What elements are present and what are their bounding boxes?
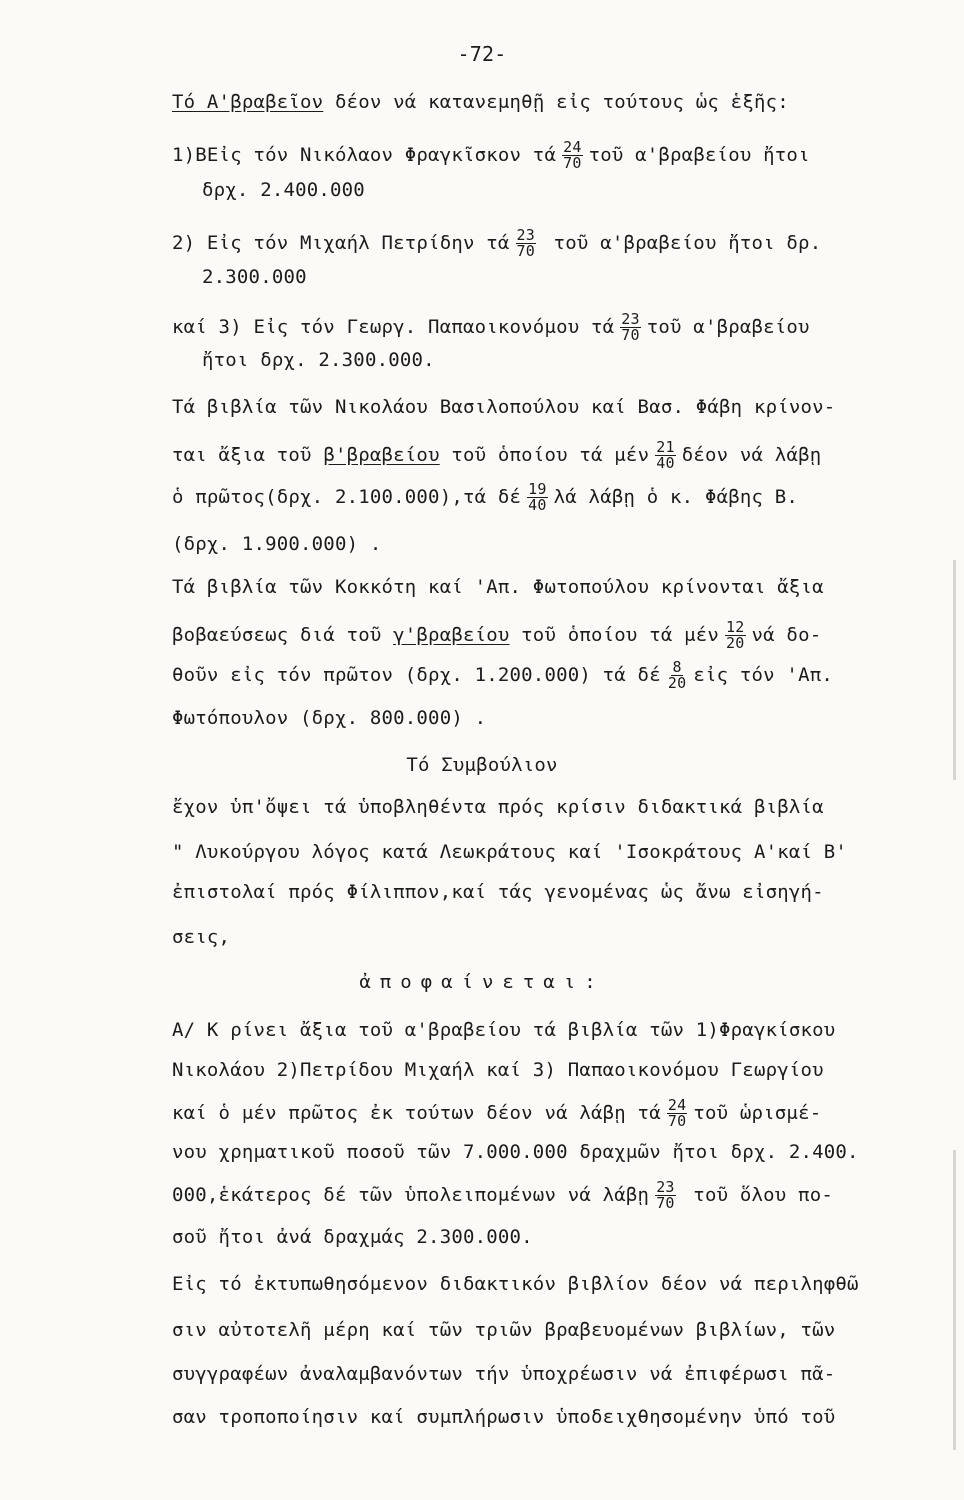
fraction: [620, 312, 640, 343]
underlined-text: Τό Α'βραβεῖον: [172, 91, 324, 113]
text-segment: ἔχον ὑπ'ὄψει τά ὑποβληθέντα πρός κρίσιν διδακτικά βιβλία: [172, 796, 824, 818]
text-line: [172, 440, 934, 471]
text-segment: τοῦ ὅλου πο-: [681, 1184, 833, 1206]
text-segment: δέον νά λάβῃ: [681, 444, 822, 466]
page-edge-shadow: [953, 560, 956, 780]
fraction-numerator: 23: [621, 310, 640, 328]
text-segment: Εἰς τό ἐκτυπωθησόμενον διδακτικόν βιβλίον δέον νά περιληφθῶ: [172, 1273, 859, 1295]
text-segment: Τά βιβλία τῶν Νικολάου Βασιλοπούλου καί Βασ. Φάβη κρίνον-: [172, 396, 836, 418]
fraction-denominator: 70: [621, 326, 640, 344]
fraction-denominator: 20: [726, 634, 745, 652]
text-segment: λά λάβῃ ὁ κ. Φάβης Β.: [553, 486, 799, 508]
page-edge-shadow: [953, 1150, 956, 1450]
text-segment: καί ὁ μέν πρῶτος ἐκ τούτων δέον νά λάβῃ τά: [172, 1102, 661, 1124]
text-segment: (δρχ. 1.900.000) .: [172, 533, 382, 555]
fraction-numerator: 24: [667, 1096, 687, 1114]
text-line: [172, 1318, 934, 1342]
text-line: [0, 970, 964, 994]
text-line: [202, 348, 934, 372]
text-segment: τοῦ α'βραβείου: [646, 316, 810, 338]
text-segment: συγγραφέων ἀναλαμβανόντων τήν ὑποχρέωσιν νά ἐπιφέρωσι πᾶ-: [172, 1363, 836, 1385]
fraction: [655, 1180, 675, 1211]
fraction: [667, 1098, 687, 1129]
text-line: [172, 880, 934, 904]
text-line: [172, 1180, 934, 1211]
text-line: [172, 90, 934, 114]
text-line: [172, 532, 934, 556]
text-segment: σεις,: [172, 926, 231, 948]
text-segment: ὁ πρῶτος(δρχ. 2.100.000),τά δέ: [172, 486, 522, 508]
text-segment: 1)ΒΕἰς τόν Νικόλαον Φραγκῖσκον τά: [172, 144, 557, 166]
text-line: [172, 840, 934, 864]
text-segment: Τό Συμβούλιον: [406, 754, 558, 776]
fraction-numerator: 23: [656, 1178, 675, 1196]
text-segment: εἰς τόν 'Απ.: [693, 664, 833, 686]
text-segment: τοῦ α'βραβείου ἤτοι δρ.: [542, 232, 822, 254]
text-segment: τοῦ α'βραβείου ἤτοι: [588, 144, 810, 166]
text-segment: " Λυκούργου λόγος κατά Λεωκράτους καί 'Ισοκράτους Α'καί Β': [172, 841, 848, 863]
text-line: [202, 178, 934, 202]
fraction-denominator: 70: [516, 242, 535, 260]
text-segment: Α/ Κ ρίνει ἄξια τοῦ α'βραβείου τά βιβλία τῶν 1)Φραγκίσκου: [172, 1019, 836, 1041]
text-segment: νου χρηματικοῦ ποσοῦ τῶν 7.000.000 δραχμῶν ἤτοι δρχ. 2.400.: [172, 1141, 859, 1163]
fraction-numerator: 8: [672, 658, 682, 676]
text-segment: Νικολάου 2)Πετρίδου Μιχαήλ καί 3) Παπαοικονόμου Γεωργίου: [172, 1059, 824, 1081]
fraction-numerator: 23: [516, 226, 535, 244]
text-line: [172, 1362, 934, 1386]
fraction-numerator: 19: [528, 480, 547, 498]
fraction: [667, 660, 687, 691]
text-segment: 2) Εἰς τόν Μιχαήλ Πετρίδην τά: [172, 232, 510, 254]
fraction-numerator: 24: [563, 138, 582, 156]
text-segment: τοῦ ὁποίου τά μέν: [509, 624, 720, 646]
text-line: [172, 620, 934, 651]
text-line: [202, 265, 934, 289]
text-line: [0, 753, 964, 777]
fraction: [562, 140, 582, 171]
fraction-denominator: 70: [563, 154, 582, 172]
fraction: [527, 482, 547, 513]
text-line: [172, 1140, 934, 1164]
fraction-denominator: 20: [667, 674, 687, 692]
text-line: [172, 925, 934, 949]
text-segment: βοβαεύσεως διά τοῦ: [172, 624, 394, 646]
underlined-text: γ'βραβείου: [393, 624, 510, 646]
text-segment: ται ἄξια τοῦ: [172, 444, 324, 466]
text-segment: 2.300.000: [202, 266, 307, 288]
text-line: [172, 1098, 934, 1129]
text-segment: 000,ἑκάτερος δέ τῶν ὑπολειπομένων νά λάβῃ: [172, 1184, 650, 1206]
fraction: [655, 440, 675, 471]
text-line: [172, 795, 934, 819]
text-segment: ἀποφαίνεται:: [359, 971, 605, 993]
fraction: [725, 620, 745, 651]
text-segment: ἤτοι δρχ. 2.300.000.: [202, 349, 435, 371]
fraction-denominator: 40: [656, 454, 675, 472]
text-segment: νά δο-: [751, 624, 822, 646]
text-segment: θοῦν εἰς τόν πρῶτον (δρχ. 1.200.000) τά δέ: [172, 664, 661, 686]
underlined-text: β'βραβείου: [323, 444, 440, 466]
text-line: [172, 1225, 934, 1249]
text-line: [172, 482, 934, 513]
text-segment: Φωτόπουλον (δρχ. 800.000) .: [172, 707, 487, 729]
text-segment: σιν αὐτοτελῆ μέρη καί τῶν τριῶν βραβευομένων βιβλίων, τῶν: [172, 1319, 836, 1341]
fraction-denominator: 70: [667, 1112, 687, 1130]
text-segment: καί 3) Εἰς τόν Γεωργ. Παπαοικονόμου τά: [172, 316, 615, 338]
text-line: [172, 660, 934, 691]
text-segment: ἐπιστολαί πρός Φίλιππον,καί τάς γενομένας ὡς ἄνω εἰσηγή-: [172, 881, 824, 903]
page-number: -72-: [457, 42, 507, 66]
text-segment: τοῦ ὡρισμέ-: [693, 1102, 822, 1124]
text-line: [172, 228, 934, 259]
fraction-denominator: 70: [656, 1194, 675, 1212]
fraction-numerator: 12: [726, 618, 745, 636]
fraction-numerator: 21: [656, 438, 675, 456]
text-line: [172, 1058, 934, 1082]
text-line: [172, 1272, 934, 1296]
text-line: [172, 706, 934, 730]
text-segment: τοῦ ὁποίου τά μέν: [439, 444, 650, 466]
fraction: [516, 228, 536, 259]
text-segment: δρχ. 2.400.000: [202, 179, 365, 201]
text-line: [172, 1018, 934, 1042]
text-line: [172, 1405, 934, 1429]
text-segment: δέον νά κατανεμηθῇ εἰς τούτους ὡς ἑξῆς:: [323, 91, 789, 113]
fraction-denominator: 40: [528, 496, 547, 514]
text-line: [172, 395, 934, 419]
text-line: [172, 312, 934, 343]
text-segment: Τά βιβλία τῶν Κοκκότη καί 'Απ. Φωτοπούλου κρίνονται ἄξια: [172, 576, 824, 598]
text-segment: σαν τροποποίησιν καί συμπλήρωσιν ὑποδειχθησομένην ὑπό τοῦ: [172, 1406, 836, 1428]
text-line: [172, 140, 934, 171]
text-line: [172, 575, 934, 599]
text-segment: σοῦ ἤτοι ἀνά δραχμάς 2.300.000.: [172, 1226, 533, 1248]
